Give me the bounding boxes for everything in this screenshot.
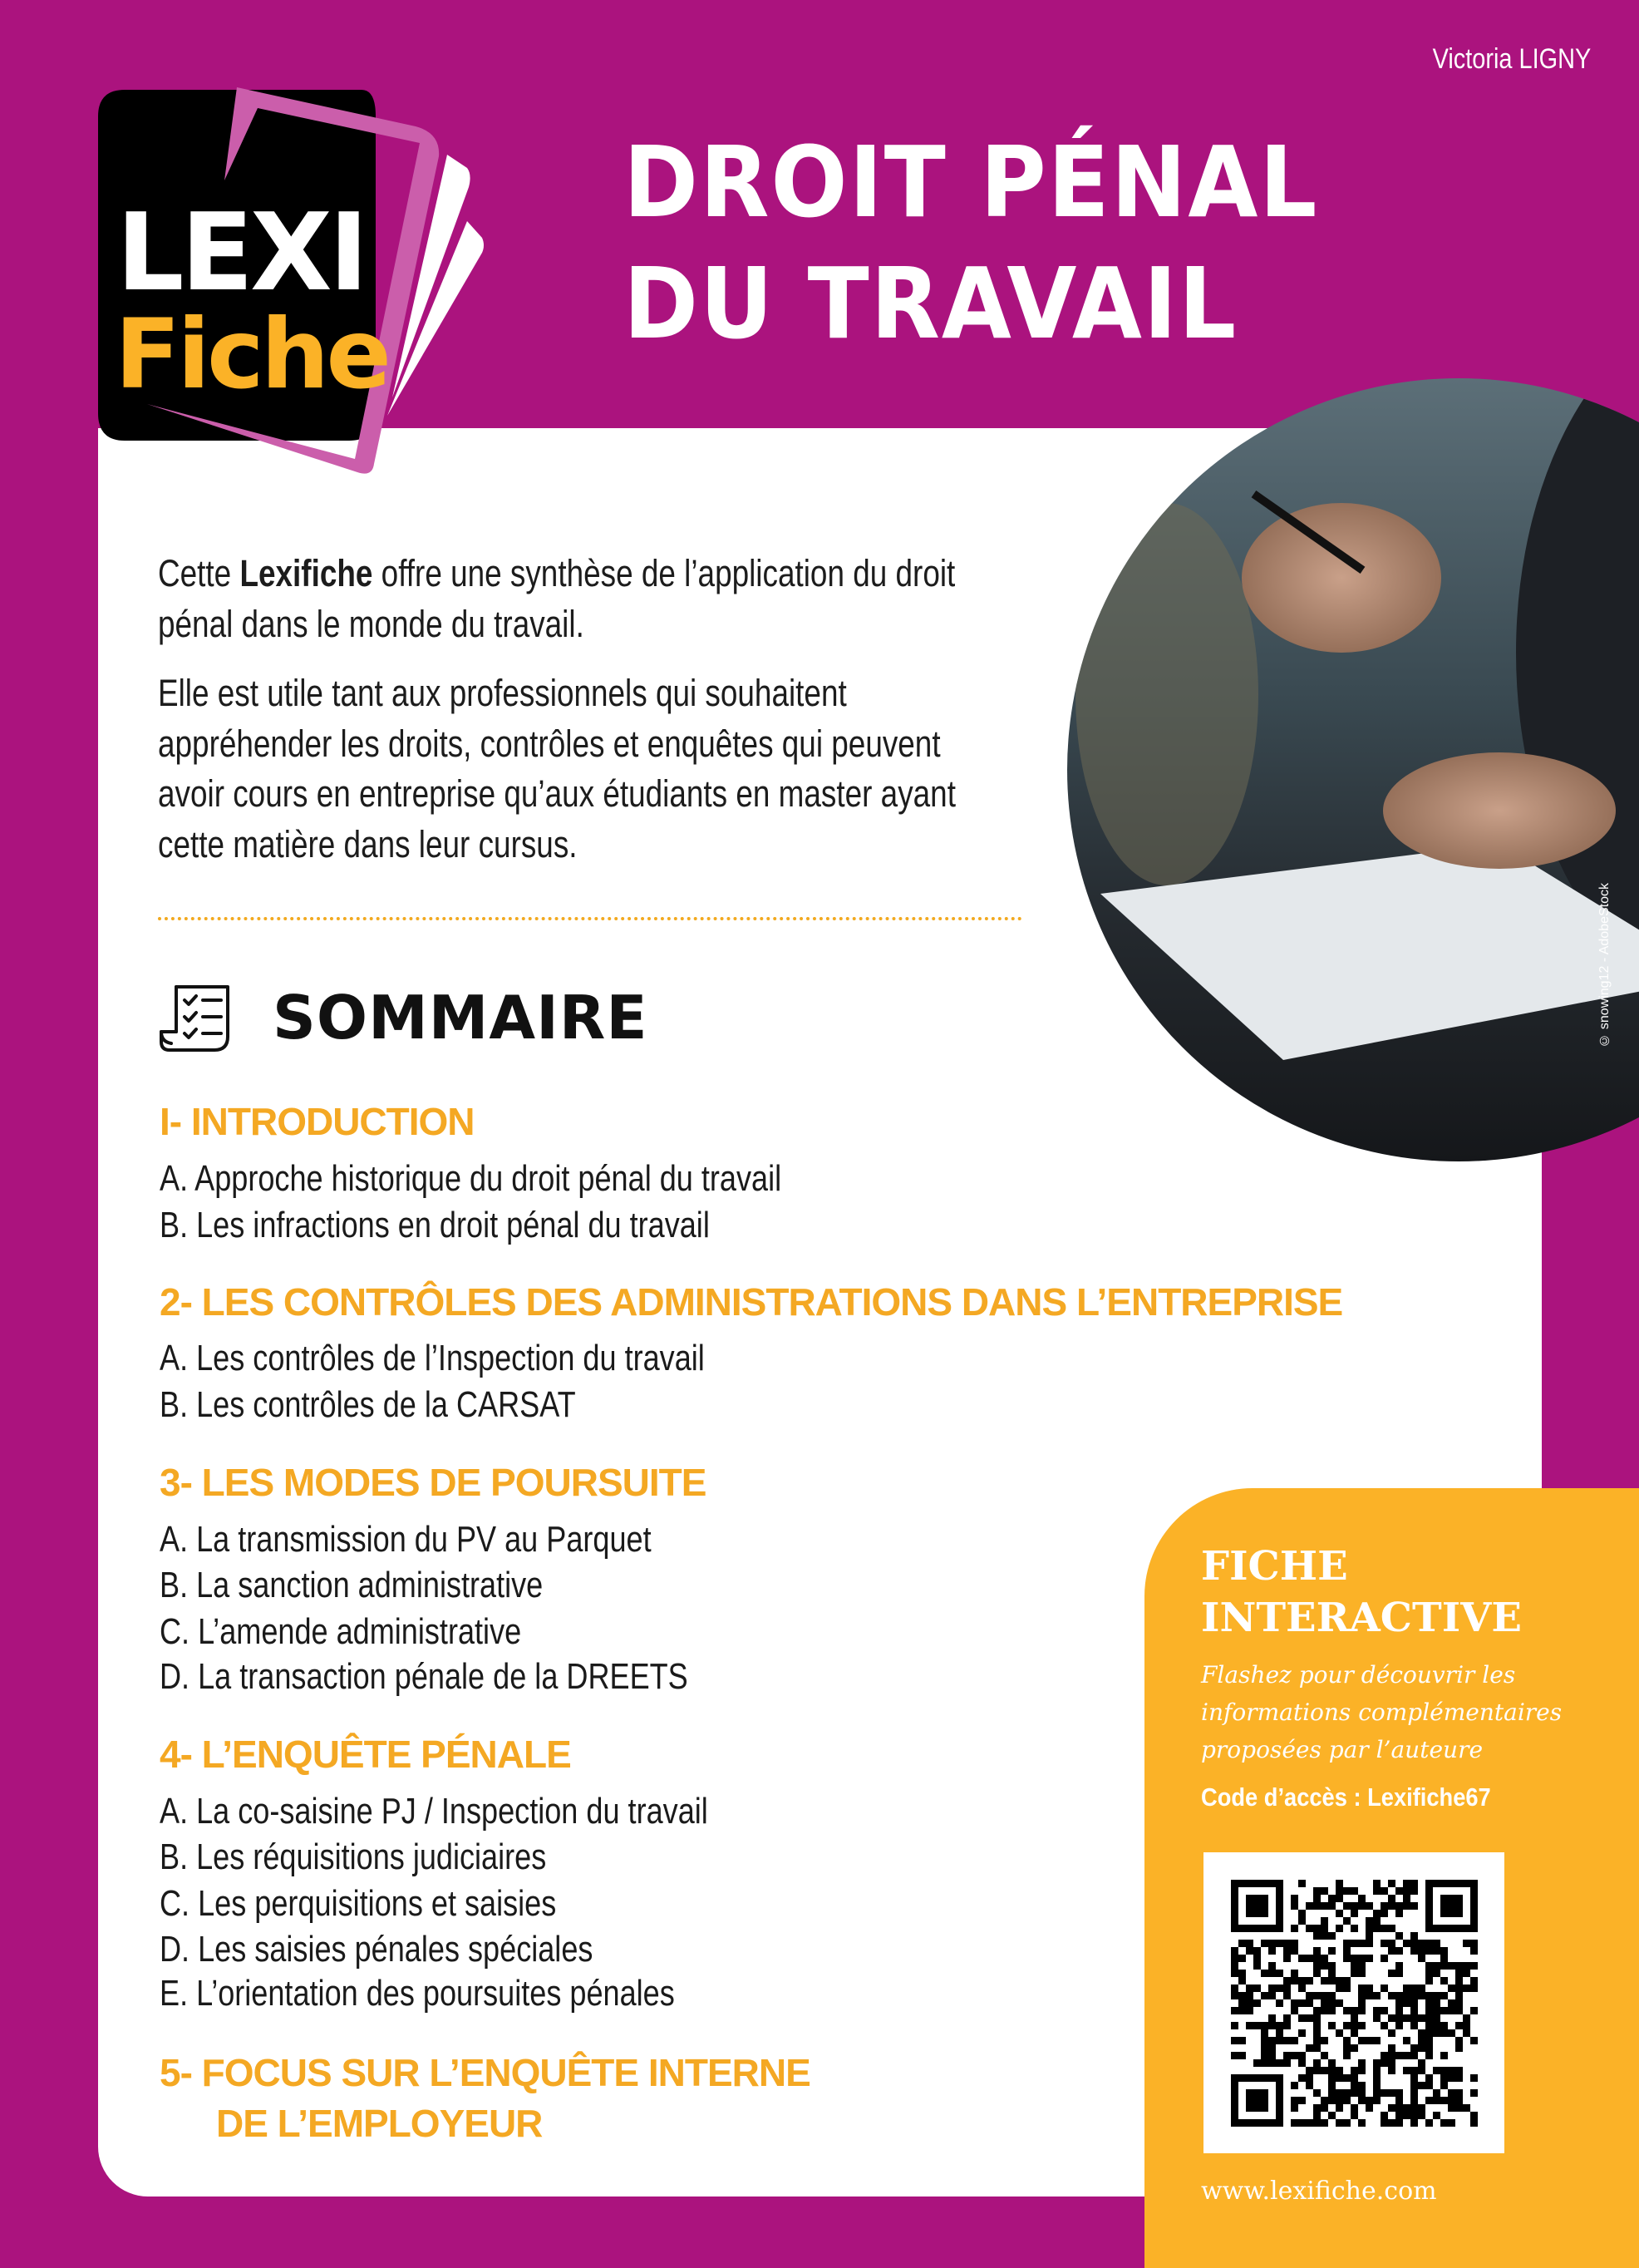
section-item: D. Les saisies pénales spéciales (160, 1929, 593, 1970)
photo-credit: © snowing12 - AdobeStock (1597, 883, 1612, 1048)
intro-line: Cette Lexifiche offre une synthèse de l’application du droit (158, 552, 956, 594)
access-code: Code d’accès : Lexifiche67 (1201, 1782, 1491, 1812)
interactive-desc: proposées par l’auteure (1201, 1736, 1484, 1763)
intro-line: Elle est utile tant aux professionnels qui souhaitent (158, 672, 847, 714)
section-item: A. La co-saisine PJ / Inspection du travail (160, 1791, 708, 1832)
intro-line: pénal dans le monde du travail. (158, 603, 584, 645)
section-item: C. Les perquisitions et saisies (160, 1883, 557, 1924)
dotted-divider (158, 917, 1022, 920)
photo-lawyer-desk (1067, 378, 1639, 1161)
author-name: Victoria LIGNY (1432, 43, 1591, 75)
intro-line: cette matière dans leur cursus. (158, 823, 578, 865)
section-heading: 4- L’ENQUÊTE PÉNALE (160, 1733, 571, 1776)
section-heading-cont: DE L’EMPLOYEUR (216, 2102, 543, 2145)
interactive-title-1: FICHE (1201, 1543, 1348, 1590)
qr-modules (1231, 1880, 1478, 2127)
title-line-1: DROIT PÉNAL (623, 125, 1319, 239)
intro-line: avoir cours en entreprise qu’aux étudiants en master ayant (158, 772, 956, 815)
section-heading: 3- LES MODES DE POURSUITE (160, 1461, 706, 1504)
lexifiche-logo (83, 83, 582, 499)
intro-line: appréhender les droits, contrôles et enquêtes qui peuvent (158, 722, 941, 765)
section-item: B. Les contrôles de la CARSAT (160, 1384, 576, 1425)
section-item: E. L’orientation des poursuites pénales (160, 1973, 675, 2014)
svg-text:Fiche: Fiche (115, 298, 389, 411)
title-line-2: DU TRAVAIL (623, 246, 1238, 361)
sommaire-title: SOMMAIRE (273, 983, 648, 1053)
website-link[interactable]: www.lexifiche.com (1201, 2177, 1437, 2206)
section-item: A. Approche historique du droit pénal du travail (160, 1158, 782, 1199)
section-heading: I- INTRODUCTION (160, 1100, 475, 1143)
interactive-desc: informations complémentaires (1201, 1699, 1563, 1726)
interactive-desc: Flashez pour découvrir les (1201, 1661, 1516, 1689)
section-item: A. La transmission du PV au Parquet (160, 1519, 652, 1560)
section-item: D. La transaction pénale de la DREETS (160, 1656, 688, 1697)
section-item: B. Les infractions en droit pénal du travail (160, 1205, 710, 1245)
section-item: B. Les réquisitions judiciaires (160, 1837, 547, 1877)
section-item: C. L’amende administrative (160, 1611, 522, 1652)
section-heading: 2- LES CONTRÔLES DES ADMINISTRATIONS DANS L’ENTREPRISE (160, 1280, 1343, 1324)
section-heading: 5- FOCUS SUR L’ENQUÊTE INTERNE (160, 2051, 810, 2094)
checklist-icon (158, 984, 234, 1055)
qr-code[interactable] (1203, 1852, 1504, 2153)
svg-text:LEXI: LEXI (116, 191, 366, 315)
interactive-title-2: INTERACTIVE (1201, 1595, 1522, 1641)
section-item: B. La sanction administrative (160, 1565, 544, 1605)
section-item: A. Les contrôles de l’Inspection du travail (160, 1338, 705, 1378)
